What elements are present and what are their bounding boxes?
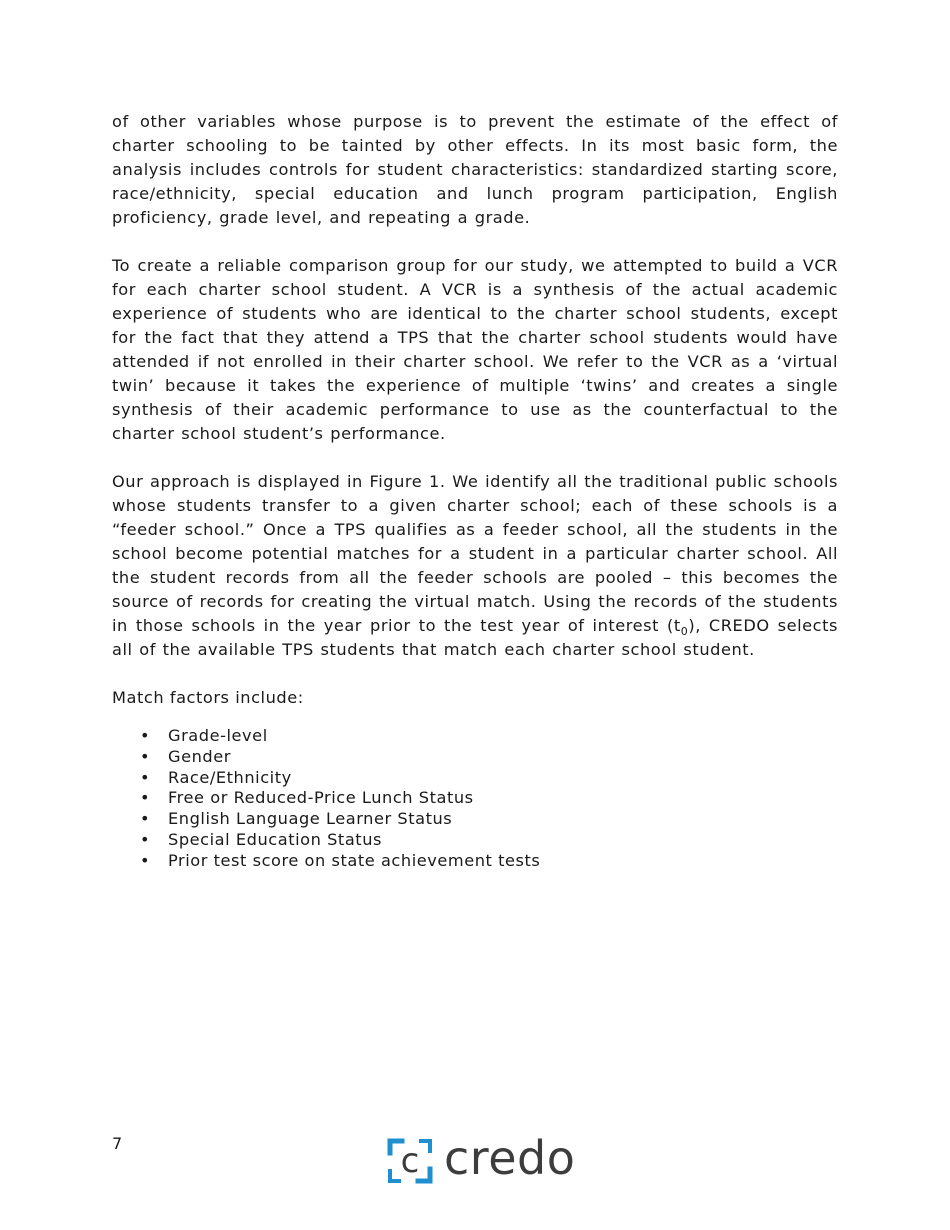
bullet-icon: • — [140, 850, 151, 870]
paragraph-controls: of other variables whose purpose is to prevent the estimate of the effect of charter schooling to be tainted by other effects. In its most basic form, the analysis includes controls for student characteristics: standardized starting score, race/ethnicity, special education and lunch program participation, English proficiency, grade level, and repeating a grade. — [112, 112, 838, 227]
list-item: • Race/Ethnicity — [140, 767, 292, 787]
match-factors-list — [112, 726, 838, 872]
bullet-icon: • — [140, 746, 151, 766]
approach-text-1: Our approach is displayed in Figure 1. We identify all the traditional public schools whose students transfer to a given charter school; each of these schools is a “feeder school.” Once a TPS qualifies as a feeder school, all the students in the school become potential matches for a student in a particular charter school. All the student records from all the feeder schools are pooled – this becomes the source of records for creating the virtual match. Using the records of the students in those schools in the year prior to the test year of interest (t — [112, 472, 838, 635]
list-item: • Special Education Status — [140, 829, 382, 849]
list-item: • Free or Reduced-Price Lunch Status — [140, 788, 474, 808]
bullet-icon: • — [140, 809, 151, 829]
page-number: 7 — [112, 1134, 123, 1153]
bullet-icon: • — [140, 767, 151, 787]
list-item: • English Language Learner Status — [140, 809, 453, 829]
paragraph-vcr: To create a reliable comparison group for our study, we attempted to build a VCR for each charter school student. A VCR is a synthesis of the actual academic experience of students who are identical to the charter school students, except for the fact that they attend a TPS that the charter school students would have attended if not enrolled in their charter school. We refer to the VCR as a ‘virtual twin’ because it takes the experience of multiple ‘twins’ and creates a single synthesis of their academic performance to use as the counterfactual to the charter school student’s performance. — [112, 256, 838, 443]
svg-text:c: c — [400, 1141, 420, 1181]
credo-logo-mark-icon — [386, 1137, 434, 1185]
document-body — [112, 110, 838, 872]
list-item: • Gender — [140, 746, 231, 766]
approach-subscript: 0 — [680, 625, 689, 639]
bullet-icon: • — [140, 726, 151, 745]
list-item: • Prior test score on state achievement tests — [140, 850, 541, 870]
bullet-icon: • — [140, 829, 151, 849]
bullet-icon: • — [140, 788, 151, 808]
list-item: • Grade-level — [140, 726, 268, 745]
match-factors-heading: Match factors include: — [112, 688, 304, 707]
credo-logo-text: credo — [444, 1131, 576, 1185]
approach-text-2: ), CREDO selects all of the available TPS students that match each charter school student. — [112, 616, 838, 659]
credo-logo — [386, 1131, 576, 1186]
paragraph-approach — [112, 470, 838, 662]
